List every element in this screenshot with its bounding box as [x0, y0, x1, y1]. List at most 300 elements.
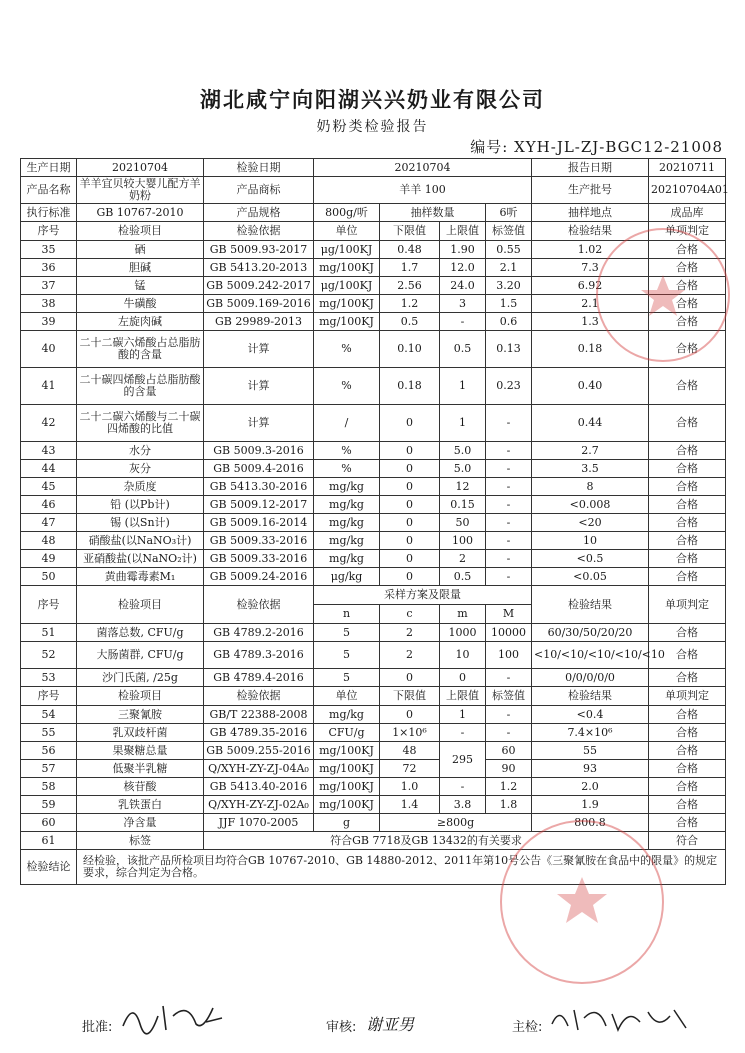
cell-judge: 符合 — [649, 832, 726, 850]
cell-result: 3.5 — [532, 460, 649, 478]
info-row-1 — [21, 159, 726, 177]
cell-judge: 合格 — [649, 669, 726, 687]
cell-n: 5 — [314, 624, 380, 642]
company-stamp-upper — [596, 228, 730, 362]
cell-judge: 合格 — [649, 778, 726, 796]
cell-result: 10 — [532, 532, 649, 550]
cell-no: 39 — [21, 313, 77, 331]
cell-no: 58 — [21, 778, 77, 796]
table-row — [21, 778, 726, 796]
header-basis: 检验依据 — [204, 687, 314, 706]
cell-no: 52 — [21, 642, 77, 669]
cell-item: 杂质度 — [77, 478, 204, 496]
inspector-signature — [548, 1000, 698, 1036]
prod-date-label: 生产日期 — [21, 159, 77, 177]
cell-item: 黄曲霉毒素M₁ — [77, 568, 204, 586]
cell-lower: 0 — [380, 442, 440, 460]
cell-upper: 3.8 — [440, 796, 486, 814]
cell-item: 牛磺酸 — [77, 295, 204, 313]
cell-lower: 1.4 — [380, 796, 440, 814]
cell-label: 0.13 — [486, 331, 532, 368]
cell-basis: GB 5009.24-2016 — [204, 568, 314, 586]
cell-label: 0.6 — [486, 313, 532, 331]
cell-basis: GB 29989-2013 — [204, 313, 314, 331]
cell-upper: - — [440, 313, 486, 331]
prod-date-value: 20210704 — [77, 159, 204, 177]
cell-upper: 1 — [440, 368, 486, 405]
micro-header-judge: 单项判定 — [649, 586, 726, 624]
approve-signature — [118, 996, 228, 1036]
cell-no: 54 — [21, 706, 77, 724]
cell-upper: 5.0 — [440, 460, 486, 478]
cell-no: 36 — [21, 259, 77, 277]
cell-no: 51 — [21, 624, 77, 642]
cell-result: 0.44 — [532, 405, 649, 442]
cell-judge: 合格 — [649, 532, 726, 550]
cell-unit: mg/100KJ — [314, 760, 380, 778]
header-unit: 单位 — [314, 222, 380, 241]
micro-header-result: 检验结果 — [532, 586, 649, 624]
table-row — [21, 532, 726, 550]
cell-basis: GB 5009.3-2016 — [204, 442, 314, 460]
cell-result: 55 — [532, 742, 649, 760]
cell-judge: 合格 — [649, 796, 726, 814]
cell-unit: mg/kg — [314, 706, 380, 724]
cell-judge: 合格 — [649, 442, 726, 460]
approve-label: 批准: — [82, 1020, 113, 1035]
cell-label: 1.2 — [486, 778, 532, 796]
cell-item: 二十二碳六烯酸与二十碳四烯酸的比值 — [77, 405, 204, 442]
cell-label: 2.1 — [486, 259, 532, 277]
cell-label: - — [486, 568, 532, 586]
test-date-label: 检验日期 — [204, 159, 314, 177]
cell-no: 37 — [21, 277, 77, 295]
micro-header-M: M — [486, 605, 532, 624]
table-row — [21, 724, 726, 742]
header-label: 标签值 — [486, 687, 532, 706]
table-row — [21, 478, 726, 496]
cell-basis: 计算 — [204, 331, 314, 368]
cell-n: 5 — [314, 669, 380, 687]
cell-judge: 合格 — [649, 742, 726, 760]
cell-no: 55 — [21, 724, 77, 742]
cell-m: 1000 — [440, 624, 486, 642]
cell-unit: mg/kg — [314, 532, 380, 550]
cell-unit: mg/100KJ — [314, 295, 380, 313]
cell-unit: g — [314, 814, 380, 832]
cell-judge: 合格 — [649, 724, 726, 742]
cell-basis: GB 5009.4-2016 — [204, 460, 314, 478]
cell-result: 1.9 — [532, 796, 649, 814]
report-date-label: 报告日期 — [532, 159, 649, 177]
cell-result: 1.02 — [532, 241, 649, 259]
cell-result: 1.3 — [532, 313, 649, 331]
cell-M: 10000 — [486, 624, 532, 642]
cell-lower: 0 — [380, 706, 440, 724]
cell-judge: 合格 — [649, 295, 726, 313]
cell-label: 0.55 — [486, 241, 532, 259]
micro-row — [21, 669, 726, 687]
cell-basis: GB 5009.12-2017 — [204, 496, 314, 514]
cell-limit: ≥800g — [380, 814, 532, 832]
cell-c: 2 — [380, 642, 440, 669]
cell-result: <20 — [532, 514, 649, 532]
cell-no: 38 — [21, 295, 77, 313]
cell-item: 菌落总数, CFU/g — [77, 624, 204, 642]
cell-upper: 0.15 — [440, 496, 486, 514]
cell-item: 乳双歧杆菌 — [77, 724, 204, 742]
cell-unit: % — [314, 442, 380, 460]
header-unit: 单位 — [314, 687, 380, 706]
cell-no: 41 — [21, 368, 77, 405]
cell-no: 42 — [21, 405, 77, 442]
cell-lower: 48 — [380, 742, 440, 760]
cell-item: 左旋肉碱 — [77, 313, 204, 331]
cell-label: - — [486, 706, 532, 724]
cell-result: 93 — [532, 760, 649, 778]
cell-unit: μg/kg — [314, 568, 380, 586]
cell-no: 35 — [21, 241, 77, 259]
cell-unit: / — [314, 405, 380, 442]
cell-lower: 0 — [380, 568, 440, 586]
cell-judge: 合格 — [649, 568, 726, 586]
micro-header-basis: 检验依据 — [204, 586, 314, 624]
cell-basis: GB 5009.33-2016 — [204, 550, 314, 568]
cell-item: 核苷酸 — [77, 778, 204, 796]
cell-item: 三聚氰胺 — [77, 706, 204, 724]
cell-item: 锰 — [77, 277, 204, 295]
cell-basis: GB 5009.242-2017 — [204, 277, 314, 295]
cell-no: 50 — [21, 568, 77, 586]
cell-result: 2.0 — [532, 778, 649, 796]
cell-judge: 合格 — [649, 331, 726, 368]
cell-result: <0.4 — [532, 706, 649, 724]
spec-label: 产品规格 — [204, 204, 314, 222]
header-item: 检验项目 — [77, 687, 204, 706]
cell-no: 45 — [21, 478, 77, 496]
cell-item: 大肠菌群, CFU/g — [77, 642, 204, 669]
cell-upper: 5.0 — [440, 442, 486, 460]
micro-row — [21, 624, 726, 642]
cell-judge: 合格 — [649, 313, 726, 331]
micro-header-item: 检验项目 — [77, 586, 204, 624]
cell-judge: 合格 — [649, 760, 726, 778]
cell-basis: GB 5009.255-2016 — [204, 742, 314, 760]
header-row-3 — [21, 687, 726, 706]
cell-judge: 合格 — [649, 496, 726, 514]
header-no: 序号 — [21, 687, 77, 706]
cell-upper: 24.0 — [440, 277, 486, 295]
cell-lower: 1.7 — [380, 259, 440, 277]
cell-m: 0 — [440, 669, 486, 687]
inspection-stamp-lower — [500, 820, 664, 984]
cell-unit: μg/100KJ — [314, 241, 380, 259]
table-row — [21, 460, 726, 478]
cell-upper: 100 — [440, 532, 486, 550]
star-icon — [598, 230, 728, 360]
cell-lower: 0 — [380, 532, 440, 550]
cell-item: 铅 (以Pb计) — [77, 496, 204, 514]
cell-label: - — [486, 478, 532, 496]
cell-lower: 1.0 — [380, 778, 440, 796]
header-lower: 下限值 — [380, 222, 440, 241]
cell-basis: GB 4789.2-2016 — [204, 624, 314, 642]
cell-upper: 12 — [440, 478, 486, 496]
cell-basis: GB 5413.40-2016 — [204, 778, 314, 796]
cell-lower: 0 — [380, 514, 440, 532]
cell-upper: - — [440, 778, 486, 796]
cell-judge: 合格 — [649, 642, 726, 669]
cell-upper: 1.90 — [440, 241, 486, 259]
cell-result: 800.8 — [532, 814, 649, 832]
table-row — [21, 405, 726, 442]
cell-label: 3.20 — [486, 277, 532, 295]
cell-judge: 合格 — [649, 706, 726, 724]
cell-upper-merged: 295 — [440, 742, 486, 778]
cell-upper: 12.0 — [440, 259, 486, 277]
cell-no: 61 — [21, 832, 77, 850]
review-signature: 谢亚男 — [366, 1015, 415, 1034]
cell-label: - — [486, 532, 532, 550]
cell-result: 7.4×10⁶ — [532, 724, 649, 742]
cell-item: 乳铁蛋白 — [77, 796, 204, 814]
report-title: 奶粉类检验报告 — [316, 119, 429, 135]
cell-c: 2 — [380, 624, 440, 642]
report-date-value: 20210711 — [649, 159, 726, 177]
cell-unit: % — [314, 331, 380, 368]
standard-value: GB 10767-2010 — [77, 204, 204, 222]
table-row — [21, 496, 726, 514]
cell-item: 硝酸盐(以NaNO₃计) — [77, 532, 204, 550]
header-judge: 单项判定 — [649, 222, 726, 241]
cell-item: 亚硝酸盐(以NaNO₂计) — [77, 550, 204, 568]
cell-item: 胆碱 — [77, 259, 204, 277]
cell-no: 47 — [21, 514, 77, 532]
cell-label: - — [486, 442, 532, 460]
star-icon — [502, 822, 662, 982]
cell-item: 净含量 — [77, 814, 204, 832]
conclusion-label: 检验结论 — [21, 850, 77, 885]
cell-item: 水分 — [77, 442, 204, 460]
cell-lower: 1.2 — [380, 295, 440, 313]
cell-judge: 合格 — [649, 624, 726, 642]
cell-label: 90 — [486, 760, 532, 778]
cell-result: <0.008 — [532, 496, 649, 514]
cell-judge: 合格 — [649, 259, 726, 277]
cell-upper: 0.5 — [440, 568, 486, 586]
cell-lower: 0.18 — [380, 368, 440, 405]
cell-unit: mg/100KJ — [314, 742, 380, 760]
cell-basis: 符合GB 7718及GB 13432的有关要求 — [204, 832, 649, 850]
table-row — [21, 442, 726, 460]
cell-unit: μg/100KJ — [314, 277, 380, 295]
header-lower: 下限值 — [380, 687, 440, 706]
cell-no: 46 — [21, 496, 77, 514]
cell-item: 低聚半乳糖 — [77, 760, 204, 778]
table-row — [21, 550, 726, 568]
cell-basis: JJF 1070-2005 — [204, 814, 314, 832]
micro-header-c: c — [380, 605, 440, 624]
cell-lower: 2.56 — [380, 277, 440, 295]
cell-unit: mg/kg — [314, 514, 380, 532]
cell-judge: 合格 — [649, 405, 726, 442]
micro-header-plan: 采样方案及限量 — [314, 586, 532, 605]
cell-judge: 合格 — [649, 478, 726, 496]
batch-value: 20210704A01 — [649, 177, 726, 204]
cell-M: - — [486, 669, 532, 687]
cell-item: 硒 — [77, 241, 204, 259]
sample-place-label: 抽样地点 — [532, 204, 649, 222]
cell-item: 二十碳四烯酸占总脂肪酸的含量 — [77, 368, 204, 405]
cell-label: 1.5 — [486, 295, 532, 313]
cell-result: <0.5 — [532, 550, 649, 568]
cell-unit: mg/kg — [314, 496, 380, 514]
cell-no: 60 — [21, 814, 77, 832]
cell-result: 2.7 — [532, 442, 649, 460]
cell-upper: 2 — [440, 550, 486, 568]
batch-label: 生产批号 — [532, 177, 649, 204]
cell-upper: 3 — [440, 295, 486, 313]
cell-judge: 合格 — [649, 514, 726, 532]
cell-result: 6.92 — [532, 277, 649, 295]
cell-result: 60/30/50/20/20 — [532, 624, 649, 642]
cell-item: 果聚糖总量 — [77, 742, 204, 760]
sample-place-value: 成品库 — [649, 204, 726, 222]
cell-basis: GB 5009.169-2016 — [204, 295, 314, 313]
document-number: 编号: XYH-JL-ZJ-BGC12-21008 — [470, 138, 723, 156]
cell-basis: GB/T 22388-2008 — [204, 706, 314, 724]
cell-result: 0.40 — [532, 368, 649, 405]
cell-unit: CFU/g — [314, 724, 380, 742]
cell-upper: - — [440, 724, 486, 742]
cell-lower: 0 — [380, 405, 440, 442]
cell-no: 40 — [21, 331, 77, 368]
cell-M: 100 — [486, 642, 532, 669]
cell-label: - — [486, 405, 532, 442]
cell-lower: 1×10⁶ — [380, 724, 440, 742]
cell-no: 48 — [21, 532, 77, 550]
table-row — [21, 796, 726, 814]
cell-label: 0.23 — [486, 368, 532, 405]
cell-result: 8 — [532, 478, 649, 496]
cell-result: 7.3 — [532, 259, 649, 277]
cell-result: <0.05 — [532, 568, 649, 586]
cell-basis: GB 5009.16-2014 — [204, 514, 314, 532]
cell-c: 0 — [380, 669, 440, 687]
cell-lower: 0 — [380, 550, 440, 568]
micro-row — [21, 642, 726, 669]
cell-item: 标签 — [77, 832, 204, 850]
cell-basis: GB 5009.93-2017 — [204, 241, 314, 259]
cell-basis: GB 4789.3-2016 — [204, 642, 314, 669]
header-no: 序号 — [21, 222, 77, 241]
cell-no: 43 — [21, 442, 77, 460]
table-row — [21, 742, 726, 760]
cell-basis: 计算 — [204, 368, 314, 405]
cell-unit: % — [314, 460, 380, 478]
cell-basis: GB 5413.30-2016 — [204, 478, 314, 496]
header-result: 检验结果 — [532, 687, 649, 706]
brand-label: 产品商标 — [204, 177, 314, 204]
sample-qty-label: 抽样数量 — [380, 204, 486, 222]
cell-lower: 0 — [380, 496, 440, 514]
cell-basis: Q/XYH-ZY-ZJ-02A₀ — [204, 796, 314, 814]
spec-value: 800g/听 — [314, 204, 380, 222]
cell-lower: 0 — [380, 478, 440, 496]
cell-n: 5 — [314, 642, 380, 669]
cell-upper: 50 — [440, 514, 486, 532]
cell-judge: 合格 — [649, 368, 726, 405]
cell-no: 56 — [21, 742, 77, 760]
cell-basis: Q/XYH-ZY-ZJ-04A₀ — [204, 760, 314, 778]
standard-label: 执行标准 — [21, 204, 77, 222]
company-name: 湖北咸宁向阳湖兴兴奶业有限公司 — [200, 88, 545, 112]
header-basis: 检验依据 — [204, 222, 314, 241]
header-result: 检验结果 — [532, 222, 649, 241]
cell-lower: 72 — [380, 760, 440, 778]
cell-lower: 0.10 — [380, 331, 440, 368]
cell-lower: 0.48 — [380, 241, 440, 259]
cell-result: 0/0/0/0/0 — [532, 669, 649, 687]
cell-item: 沙门氏菌, /25g — [77, 669, 204, 687]
cell-result: 2.1 — [532, 295, 649, 313]
header-row-2 — [21, 586, 726, 605]
cell-label: - — [486, 496, 532, 514]
micro-header-no: 序号 — [21, 586, 77, 624]
brand-value: 羊羊 100 — [314, 177, 532, 204]
cell-upper: 1 — [440, 405, 486, 442]
cell-unit: mg/kg — [314, 478, 380, 496]
cell-lower: 0 — [380, 460, 440, 478]
cell-item: 灰分 — [77, 460, 204, 478]
cell-no: 53 — [21, 669, 77, 687]
cell-basis: GB 4789.35-2016 — [204, 724, 314, 742]
cell-label: 60 — [486, 742, 532, 760]
cell-upper: 1 — [440, 706, 486, 724]
cell-lower: 0.5 — [380, 313, 440, 331]
cell-result: <10/<10/<10/<10/<10 — [532, 642, 649, 669]
header-upper: 上限值 — [440, 687, 486, 706]
cell-judge: 合格 — [649, 814, 726, 832]
header-upper: 上限值 — [440, 222, 486, 241]
header-item: 检验项目 — [77, 222, 204, 241]
review-label: 审核: — [326, 1020, 357, 1035]
inspector-label: 主检: — [512, 1020, 543, 1035]
product-name-label: 产品名称 — [21, 177, 77, 204]
cell-m: 10 — [440, 642, 486, 669]
header-label: 标签值 — [486, 222, 532, 241]
cell-label: - — [486, 460, 532, 478]
cell-judge: 合格 — [649, 550, 726, 568]
test-date-value: 20210704 — [314, 159, 532, 177]
cell-unit: mg/100KJ — [314, 313, 380, 331]
cell-no: 57 — [21, 760, 77, 778]
cell-label: - — [486, 514, 532, 532]
cell-no: 49 — [21, 550, 77, 568]
cell-label: - — [486, 550, 532, 568]
info-row-3 — [21, 204, 726, 222]
cell-basis: 计算 — [204, 405, 314, 442]
sample-qty-value: 6听 — [486, 204, 532, 222]
cell-result: 0.18 — [532, 331, 649, 368]
cell-unit: mg/100KJ — [314, 796, 380, 814]
cell-no: 44 — [21, 460, 77, 478]
table-row — [21, 760, 726, 778]
micro-header-m: m — [440, 605, 486, 624]
cell-unit: % — [314, 368, 380, 405]
cell-basis: GB 5413.20-2013 — [204, 259, 314, 277]
cell-basis: GB 5009.33-2016 — [204, 532, 314, 550]
